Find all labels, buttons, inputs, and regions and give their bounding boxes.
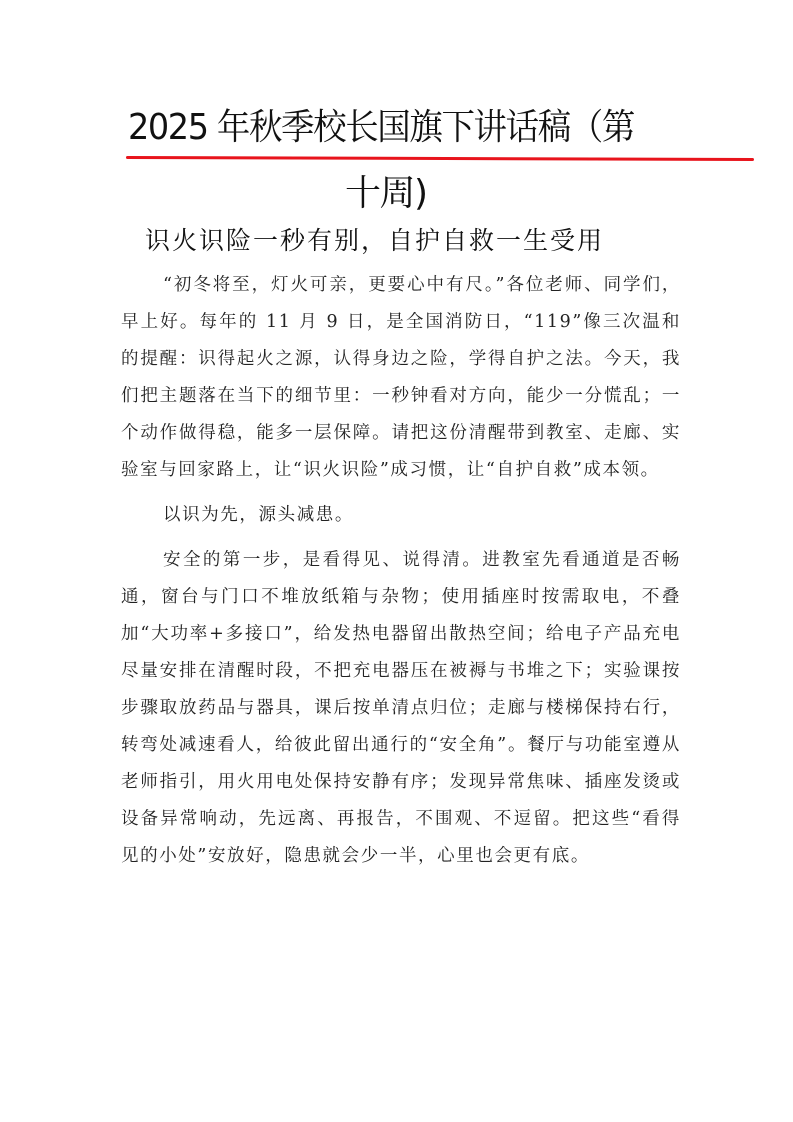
document-title-line1: 2025 年秋季校长国旗下讲话稿（第	[128, 107, 634, 148]
title-red-rule	[126, 156, 754, 161]
document-title-line2: 十周)	[345, 173, 427, 214]
paragraph-section-heading: 以识为先，源头减患。	[163, 505, 354, 525]
document-subtitle: 识火识险一秒有别，自护自救一生受用	[145, 226, 605, 255]
document-body	[121, 267, 681, 875]
paragraph-safety-details: 安全的第一步，是看得见、说得清。进教室先看通道是否畅通，窗台与门口不堆放纸箱与杂物；使用插座时按需取电，不叠加“大功率+多接口”，给发热电器留出散热空间；给电子产品充电尽量安排在清醒时段，不把充电器压在被褥与书堆之下；实验课按步骤取放药品与器具，课后按单清点归位；走廊与楼梯保持右行，转弯处减速看人，给彼此留出通行的“安全角”。餐厅与功能室遵从老师指引，用火用电处保持安静有序；发现异常焦味、插座发烫或设备异常响动，先远离、再报告，不围观、不逗留。把这些“看得见的小处”安放好，隐患就会少一半，心里也会更有底。	[121, 550, 681, 866]
paragraph-opening: “初冬将至，灯火可亲，更要心中有尺。”各位老师、同学们，早上好。每年的 11 月 9 日，是全国消防日，“119”像三次温和的提醒：识得起火之源，认得身边之险，学得自护之法。今天，我们把主题落在当下的细节里：一秒钟看对方向，能少一分慌乱；一个动作做得稳，能多一层保障。请把这份清醒带到教室、走廊、实验室与回家路上，让“识火识险”成习惯，让“自护自救”成本领。	[121, 275, 681, 480]
